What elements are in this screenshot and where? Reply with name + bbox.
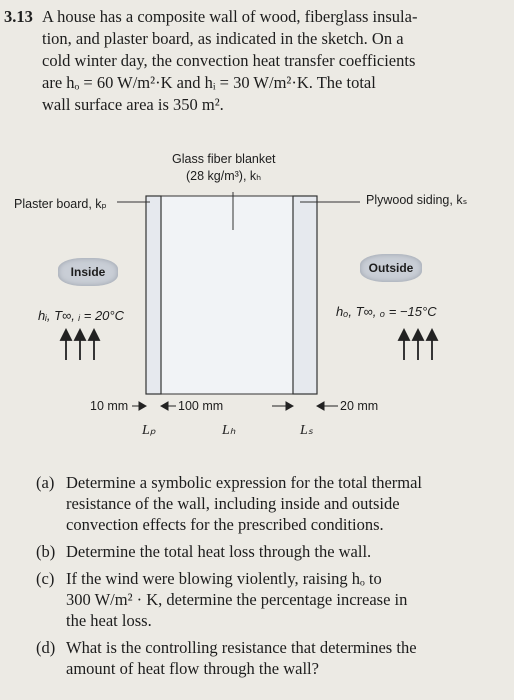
part-line: resistance of the wall, including inside and outside bbox=[66, 494, 400, 513]
problem-line: tion, and plaster board, as indicated in the sketch. On a bbox=[42, 29, 404, 48]
outside-conditions: hₒ, T∞, ₒ = −15°C bbox=[336, 304, 437, 319]
inside-conditions: hᵢ, T∞, ᵢ = 20°C bbox=[38, 308, 124, 323]
length-plaster: Lₚ bbox=[142, 423, 156, 438]
problem-parts bbox=[36, 472, 496, 685]
problem-number: 3.13 bbox=[4, 7, 33, 26]
problem-line: wall surface area is 350 m². bbox=[42, 95, 224, 114]
part-tag: (b) bbox=[36, 542, 56, 561]
plaster-board-label: Plaster board, kₚ bbox=[14, 197, 107, 211]
part-line: amount of heat flow through the wall? bbox=[66, 659, 319, 678]
glass-fiber-density-label: (28 kg/m³), kₕ bbox=[186, 169, 262, 183]
glass-thickness: 100 mm bbox=[178, 399, 224, 413]
part-line: Determine the total heat loss through the wall. bbox=[66, 542, 372, 561]
part-line: the heat loss. bbox=[66, 611, 152, 630]
part-line: What is the controlling resistance that determines the bbox=[66, 638, 417, 657]
part-b bbox=[36, 541, 496, 562]
part-line: Determine a symbolic expression for the total thermal bbox=[66, 473, 423, 492]
part-a bbox=[36, 472, 496, 535]
inside-badge: Inside bbox=[58, 258, 118, 286]
part-line: 300 W/m² · K, determine the percentage increase in bbox=[66, 590, 408, 609]
problem-line: are hₒ = 60 W/m²·K and hᵢ = 30 W/m²·K. The total bbox=[42, 73, 376, 92]
part-line: If the wind were blowing violently, raising hₒ to bbox=[66, 569, 382, 588]
glass-fiber-label: Glass fiber blanket bbox=[172, 152, 276, 166]
part-c bbox=[36, 568, 496, 631]
problem-line: cold winter day, the convection heat transfer coefficients bbox=[42, 51, 416, 70]
problem-line: A house has a composite wall of wood, fiberglass insula- bbox=[42, 7, 418, 26]
part-tag: (c) bbox=[36, 569, 55, 588]
length-glass: Lₕ bbox=[222, 423, 236, 438]
length-plywood: Lₛ bbox=[300, 423, 314, 438]
plaster-thickness: 10 mm bbox=[90, 399, 129, 413]
outside-badge: Outside bbox=[360, 254, 422, 282]
problem-statement bbox=[4, 6, 504, 116]
part-tag: (a) bbox=[36, 473, 55, 492]
part-d bbox=[36, 637, 496, 679]
plywood-siding-label: Plywood siding, kₛ bbox=[366, 193, 468, 207]
plywood-thickness: 20 mm bbox=[340, 399, 379, 413]
wall-sketch bbox=[0, 150, 514, 450]
part-tag: (d) bbox=[36, 638, 56, 657]
part-line: convection effects for the prescribed conditions. bbox=[66, 515, 384, 534]
